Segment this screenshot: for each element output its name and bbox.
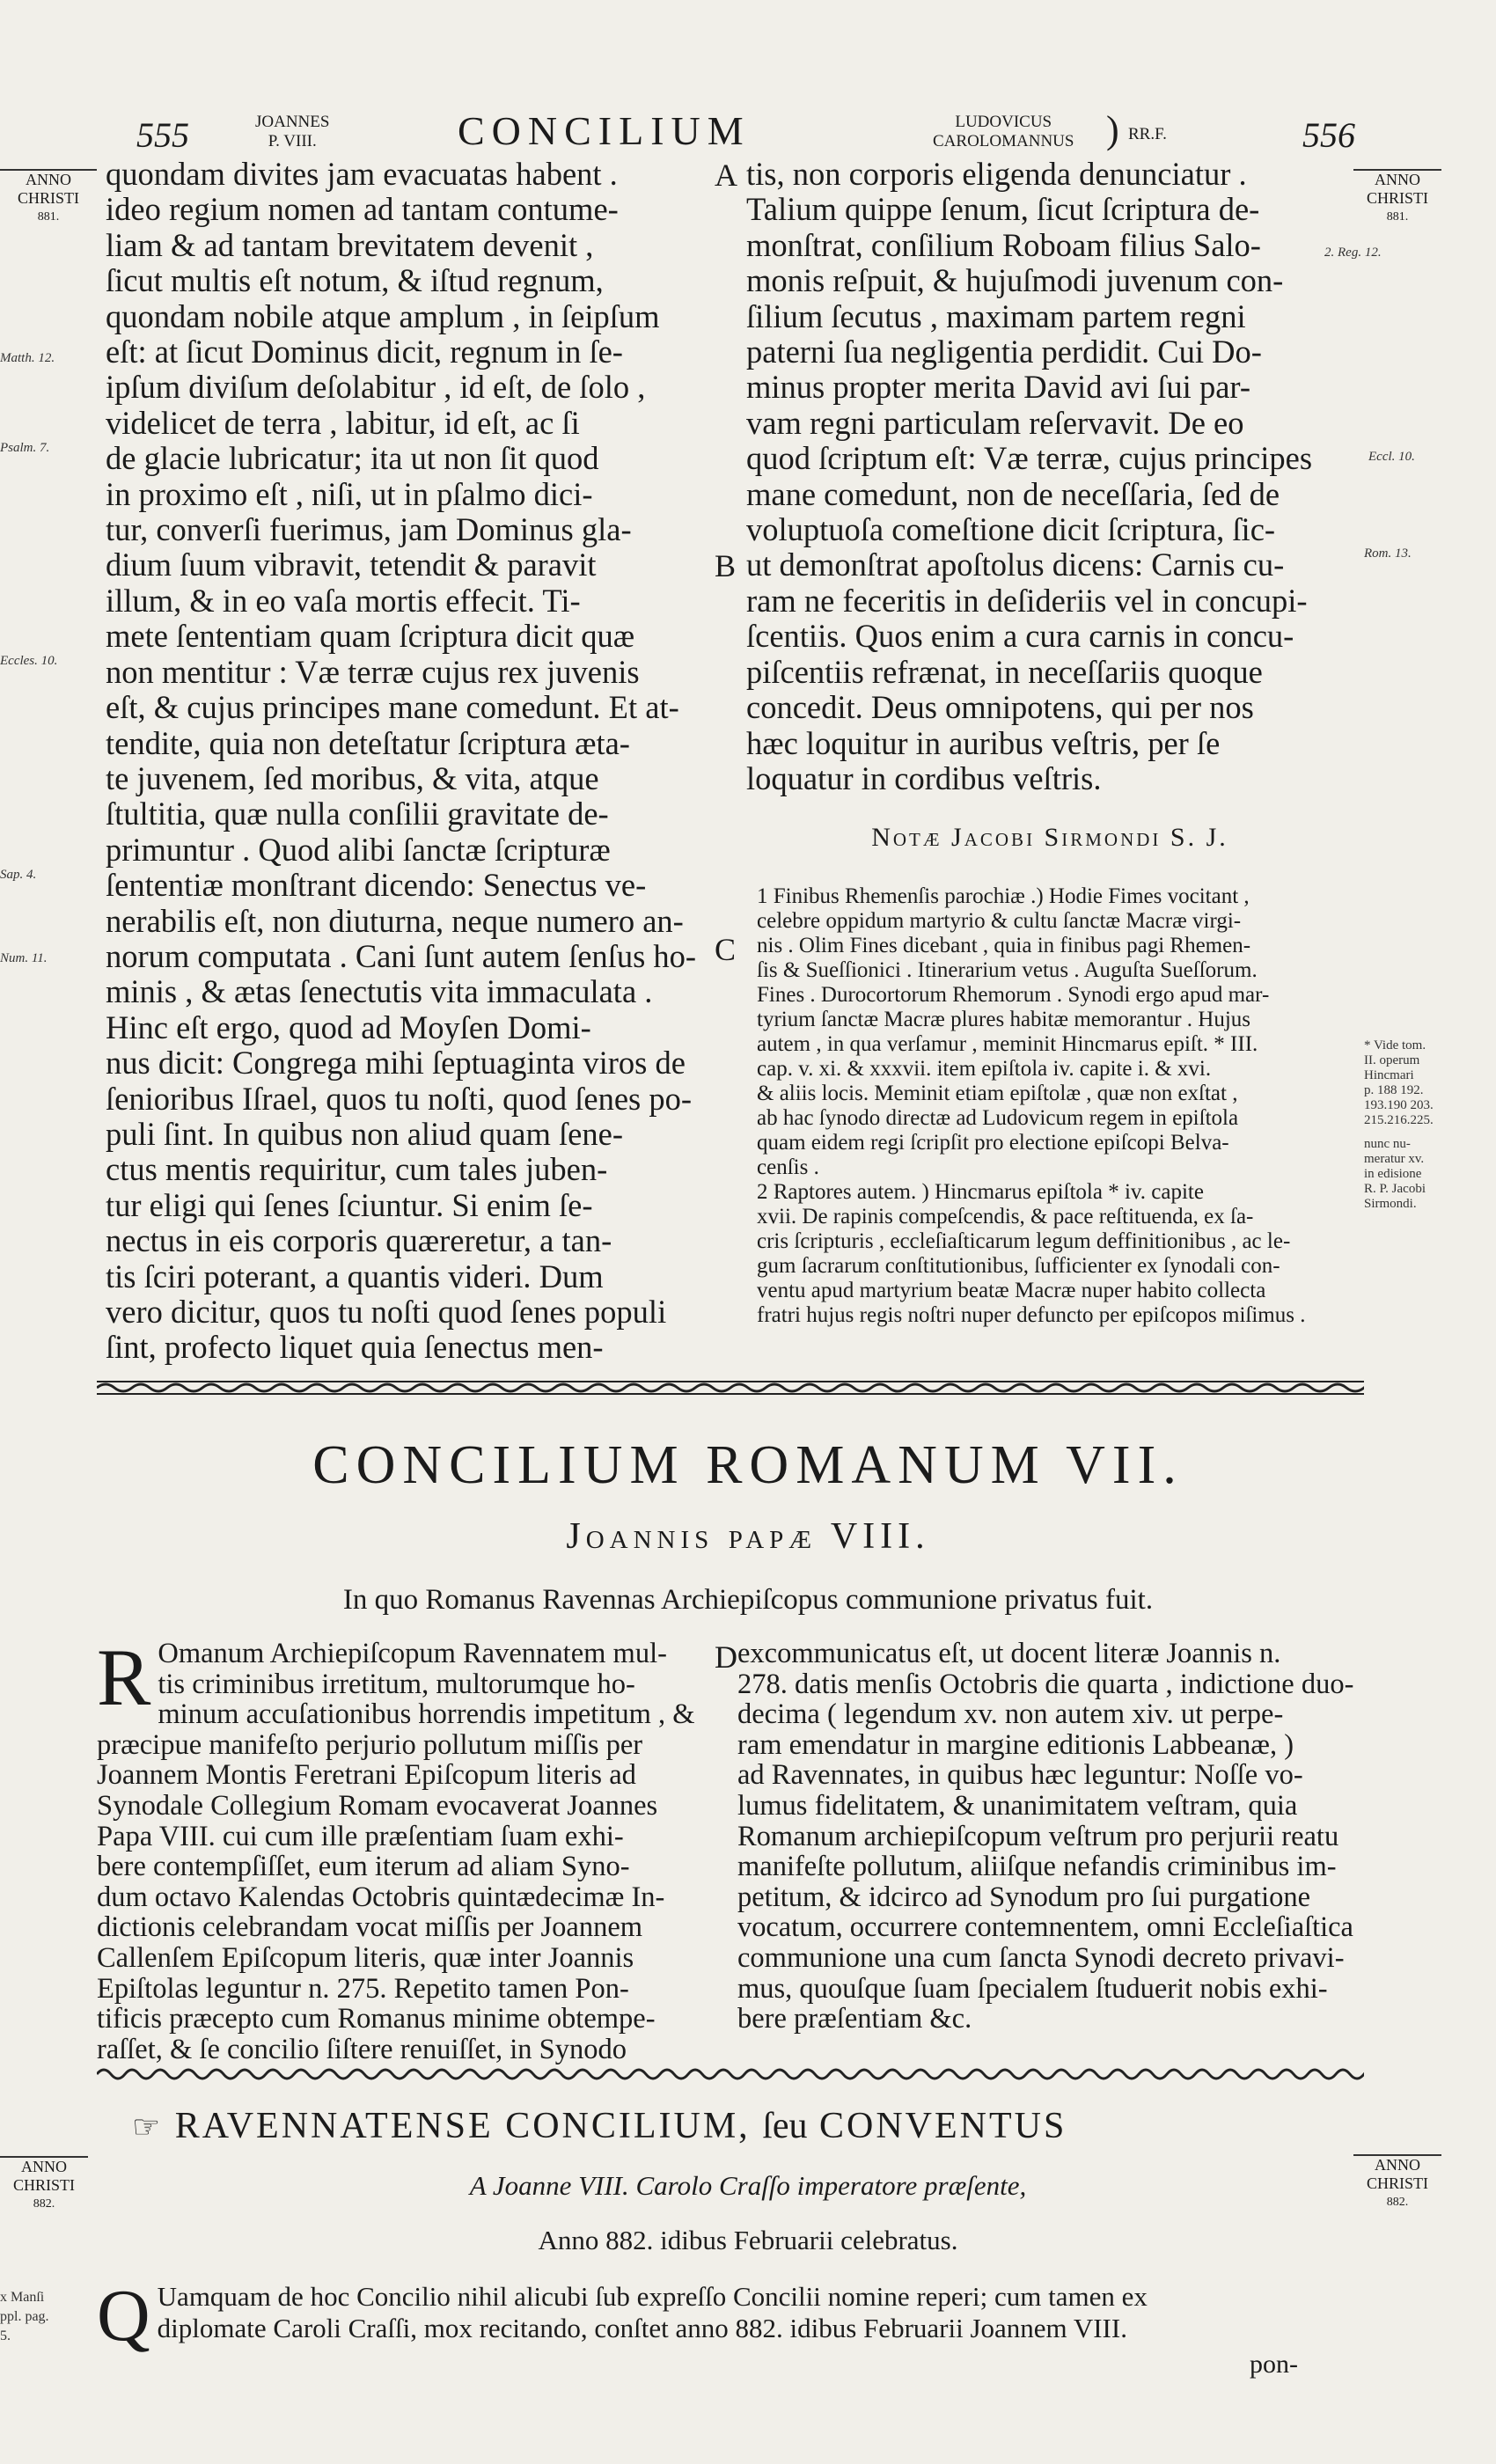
section2-line: diplomate Caroli Craſſi, mox recitando, conſtet anno 882. idibus Februarii Joannem VIII. <box>157 2313 1127 2343</box>
right-column-text <box>746 157 1353 796</box>
text-line: Callenſem Epiſcopum literis, quæ inter Joannis <box>97 1941 634 1974</box>
running-head-bracket: ) <box>1106 108 1119 151</box>
margin-note-line: II. operum <box>1364 1053 1420 1067</box>
section2-title-main: RAVENNATENSE CONCILIUM, <box>174 2106 751 2146</box>
text-line: nerabilis eſt, non diuturna, neque numero an- <box>106 902 684 939</box>
margin-note-right <box>1364 1038 1487 1212</box>
margin-note-line: meratur xv. <box>1364 1152 1425 1166</box>
text-line: eſt: at ſicut Dominus dicit, regnum in ſe- <box>106 334 623 370</box>
text-line: nis . Olim Fines dicebant , quia in finibus pagi Rhemen- <box>757 934 1251 957</box>
text-line: dum octavo Kalendas Octobris quintædecimæ In- <box>97 1881 665 1913</box>
ornamental-rule <box>97 1375 1364 1401</box>
text-line: & aliis locis. Meminit etiam epiſtolæ , quæ non exſtat , <box>757 1082 1238 1105</box>
text-line: minis , & ætas ſenectutis vita immaculata . <box>106 973 653 1010</box>
section-summary: In quo Romanus Ravennas Archiepiſcopus communione privatus fuit. <box>342 1584 1154 1616</box>
text-line: quam eidem regi ſcripſit pro electione epiſcopi Belva- <box>757 1131 1229 1155</box>
running-head-left <box>255 113 329 151</box>
text-line: Synodale Collegium Romam evocaverat Joannes <box>97 1789 658 1822</box>
drop-cap: Q <box>97 2275 150 2357</box>
margin-note-line: Sirmondi. <box>1364 1197 1417 1211</box>
margin-christi: CHRISTI <box>12 2176 75 2194</box>
margin-note-line <box>1364 1128 1487 1137</box>
column-marker-a: A <box>715 158 737 193</box>
text-line: ſententiæ monſtrant dicendo: Senectus ve- <box>106 867 647 904</box>
text-line: de glacie lubricatur; ita ut non ſit quod <box>106 440 599 477</box>
margin-note-line: 193.190 203. <box>1364 1098 1434 1112</box>
margin-year-left-882 <box>0 2156 88 2213</box>
text-line: mete ſententiam quam ſcriptura dicit quæ <box>106 618 635 655</box>
pointing-hand-icon: ☞ <box>132 2109 164 2145</box>
text-line: celebre oppidum martyrio & cultu ſanctæ Macræ virgi- <box>757 909 1242 933</box>
text-line: voluptuoſa comeſtione dicit ſcriptura, ſic- <box>746 511 1276 548</box>
text-line: manifeſte pollutum, aliiſque nefandis criminibus im- <box>737 1851 1337 1883</box>
text-line: eſt, & cujus principes mane comedunt. Et at- <box>106 689 679 726</box>
text-line: Joannem Montis Feretrani Epiſcopum literis ad <box>97 1759 636 1792</box>
text-line: ſilium ſecutus , maximam partem regni <box>746 297 1246 334</box>
margin-year: 881. <box>37 210 60 224</box>
margin-anno: ANNO <box>1375 171 1420 188</box>
text-line: ram emendatur in margine editionis Labbeanæ, ) <box>737 1728 1294 1761</box>
margin-year-left <box>0 169 97 226</box>
running-head-suffix: RR.F. <box>1128 125 1167 143</box>
text-line: ab hac ſynodo directæ ad Ludovicum regem in epiſtola <box>757 1106 1239 1130</box>
text-line: 2 Raptores autem. ) Hincmarus epiſtola * iv. capite <box>757 1180 1204 1204</box>
text-line: nus dicit: Congrega mihi ſeptuaginta viros de <box>106 1045 686 1082</box>
margin-note-line: ppl. pag. <box>0 2309 49 2324</box>
running-title: CONCILIUM <box>458 108 751 153</box>
text-line: ſenioribus Iſrael, quos tu noſti, quod ſenes po- <box>106 1080 693 1117</box>
text-line: te juvenem, ſed moribus, & vita, atque <box>106 759 599 796</box>
text-line: bere contempſiſſet, eum iterum ad aliam Syno- <box>97 1851 630 1883</box>
column-marker-c: C <box>715 932 737 967</box>
text-line: tis, non corporis eligenda denunciatur . <box>746 156 1247 192</box>
text-line: Romanum archiepiſcopum veſtrum pro perjurii reatu <box>737 1820 1339 1852</box>
text-line: paterni ſua negligentia perdidit. Cui Do- <box>746 334 1262 370</box>
running-head-right <box>933 113 1074 151</box>
text-line: xvii. De rapinis compeſcendis, & pace reſtituenda, ex ſa- <box>757 1205 1254 1228</box>
text-line: quod ſcriptum eſt: Væ terræ, cujus principes <box>746 440 1313 477</box>
text-line: non mentitur : Væ terræ cujus rex juvenis <box>106 653 640 690</box>
column-marker-b: B <box>715 548 737 583</box>
section2-heading <box>132 2105 1067 2147</box>
margin-year-right <box>1353 169 1441 226</box>
page-number-right: 556 <box>1302 115 1355 155</box>
section2-body <box>97 2275 1346 2357</box>
text-line: Talium quippe ſenum, ſicut ſcriptura de- <box>746 191 1260 228</box>
text-line: tur, converſi fuerimus, jam Dominus gla- <box>106 511 632 548</box>
text-line: Fines . Durocortorum Rhemorum . Synodi ergo apud mar- <box>757 983 1270 1007</box>
text-line: raſſet, & ſe concilio ſiſtere renuiſſet, in Synodo <box>97 2033 627 2065</box>
text-line: ſicut multis eſt notum, & iſtud regnum, <box>106 262 604 299</box>
margin-christi: CHRISTI <box>17 189 79 207</box>
text-line: autem , in qua verſamur , meminit Hincmarus epiſt. * III. <box>757 1032 1258 1056</box>
margin-christi: CHRISTI <box>1366 2174 1428 2192</box>
text-line: piſcentiis refrænat, in neceſſariis quoque <box>746 653 1263 690</box>
text-line: gum ſacrarum conſtitutionibus, ſufficienter ex ſynodali con- <box>757 1254 1280 1278</box>
text-line: quondam nobile atque amplum , in ſeipſum <box>106 297 660 334</box>
catchword: pon- <box>1250 2350 1298 2379</box>
margin-ref: Rom. 13. <box>1364 546 1412 561</box>
section1-right-column <box>737 1639 1353 2035</box>
text-line: ad Ravennates, in quibus hæc leguntur: Noſſe vo- <box>737 1759 1303 1792</box>
text-line: excommunicatus eſt, ut docent literæ Joannis n. <box>737 1638 1281 1669</box>
section1-left-column <box>97 1632 704 2065</box>
margin-ref: Psalm. 7. <box>0 441 50 455</box>
text-line: ut demonſtrat apoſtolus dicens: Carnis cu- <box>746 546 1285 583</box>
running-head-left-bottom: P. VIII. <box>268 132 317 150</box>
text-line: videlicet de terra , labitur, id eſt, ac ſi <box>106 404 580 441</box>
text-line: 278. datis menſis Octobris die quarta , indictione duo- <box>737 1668 1354 1700</box>
text-line: tyrium ſanctæ Macræ plures habitæ memorantur . Hujus <box>757 1008 1251 1031</box>
text-line: tis criminibus irretitum, multorumque ho- <box>158 1668 635 1700</box>
drop-cap: R <box>97 1632 151 1722</box>
text-line: dictionis celebrandam vocat miſſis per Joannem <box>97 1911 643 1944</box>
page-number-left: 555 <box>136 115 189 155</box>
text-line: minum accuſationibus horrendis impetitum , & <box>158 1698 695 1731</box>
margin-year: 882. <box>1386 2196 1409 2209</box>
margin-note-line: p. 188 192. <box>1364 1083 1424 1097</box>
section-title: CONCILIUM ROMANUM VII. <box>312 1435 1184 1495</box>
margin-anno: ANNO <box>26 171 71 188</box>
text-line: Hinc eſt ergo, quod ad Moyſen Domi- <box>106 1008 591 1045</box>
text-line: puli ſint. In quibus non aliud quam ſene- <box>106 1115 623 1152</box>
text-line: præcipue manifeſto perjurio pollutum miſſis per <box>97 1728 643 1761</box>
margin-year: 881. <box>1386 210 1409 224</box>
text-line: fratri hujus regis noſtri nuper defuncto per epiſcopos miſimus . <box>757 1303 1306 1327</box>
text-line: tis ſciri poterant, a quantis videri. Dum <box>106 1258 604 1294</box>
margin-year: 882. <box>33 2197 55 2211</box>
text-line: cris ſcripturis , eccleſiaſticarum legum deffinitionibus , ac le- <box>757 1229 1291 1253</box>
text-line: quondam divites jam evacuatas habent . <box>106 156 618 192</box>
text-line: 1 Finibus Rhemenſis parochiæ .) Hodie Fimes vocitant , <box>757 884 1250 908</box>
text-line: tendite, quia non deteſtatur ſcriptura ætа- <box>106 724 630 761</box>
margin-ref: Num. 11. <box>0 951 48 965</box>
text-line: decima ( legendum xv. non autem xiv. ut perpe- <box>737 1698 1284 1731</box>
text-line: minus propter merita David avi ſui par- <box>746 369 1250 406</box>
section2-subtitle: A Joanne VIII. Carolo Craſſo imperatore præſente, <box>469 2170 1027 2201</box>
margin-christi: CHRISTI <box>1366 189 1428 207</box>
text-line: communione una cum ſancta Synodi decreto privavi- <box>737 1941 1345 1974</box>
text-line: Omanum Archiepiſcopum Ravennatem mul- <box>158 1638 667 1669</box>
notes-text <box>757 884 1355 1328</box>
text-line: ſcentiis. Quos enim a cura carnis in concu- <box>746 618 1294 655</box>
running-head-right-top: LUDOVICUS <box>955 113 1052 131</box>
text-line: ſtultitia, quæ nulla conſilii gravitate de- <box>106 796 609 832</box>
text-line: norum computata . Cani ſunt autem ſenſus ho- <box>106 937 697 974</box>
text-line: monſtrat, conſilium Roboam filius Salo- <box>746 226 1261 263</box>
text-line: ventu apud martyrium beatæ Macræ nuper habito collecta <box>757 1279 1266 1302</box>
text-line: concedit. Deus omnipotens, qui per nos <box>746 689 1254 726</box>
notes-heading: Notæ Jacobi Sirmondi S. J. <box>871 823 1228 852</box>
margin-note-line: 215.216.225. <box>1364 1113 1434 1127</box>
text-line: loquatur in cordibus veſtris. <box>746 759 1102 796</box>
text-line: monis reſpuit, & hujuſmodi juvenum con- <box>746 262 1284 299</box>
text-line: ipſum diviſum deſolabitur , id eſt, de ſolo , <box>106 369 646 406</box>
text-line: hæc loquitur in auribus veſtris, per ſe <box>746 724 1221 761</box>
text-line: ſint, profecto liquet quia ſenectus men- <box>106 1329 604 1366</box>
margin-year-right-882 <box>1353 2154 1441 2211</box>
section2-title-seu: ſeu <box>762 2106 808 2146</box>
text-line: vocatum, occurrere contemnentem, omni Eccleſiaſtica <box>737 1911 1353 1944</box>
section2-date: Anno 882. idibus Februarii celebratus. <box>538 2225 958 2255</box>
margin-note-line: R. P. Jacobi <box>1364 1182 1426 1196</box>
margin-anno: ANNO <box>21 2158 67 2175</box>
text-line: cenſis . <box>757 1155 819 1179</box>
text-line: nectus in eis corporis quæreretur, a tan- <box>106 1222 612 1259</box>
running-head-right-bottom: CAROLOMANNUS <box>933 132 1074 150</box>
margin-note-line: Hincmari <box>1364 1068 1414 1082</box>
margin-ref: Sap. 4. <box>0 868 37 882</box>
text-line: Epiſtolas leguntur n. 275. Repetito tamen Pon- <box>97 1972 629 2005</box>
running-head-left-top: JOANNES <box>255 113 330 131</box>
margin-note-line: nunc nu- <box>1364 1137 1411 1151</box>
margin-note-line: x Manſi <box>0 2290 45 2305</box>
text-line: ideo regium nomen ad tantam contume- <box>106 191 619 228</box>
text-line: petitum, & idcirco ad Synodum pro ſui purgatione <box>737 1881 1311 1913</box>
margin-note-line: in edisione <box>1364 1167 1422 1181</box>
text-line: ram ne feceritis in deſideriis vel in concupi- <box>746 582 1308 619</box>
text-line: dium ſuum vibravit, tetendit & paravit <box>106 546 597 583</box>
section2-line: Uamquam de hoc Concilio nihil alicubi ſub expreſſo Concilii nomine reperi; cum tamen ex <box>157 2281 1148 2312</box>
text-line: primuntur . Quod alibi ſanctæ ſcripturæ <box>106 831 611 868</box>
ornamental-rule <box>97 2061 1364 2087</box>
text-line: tur eligi qui ſenes ſciuntur. Si enim ſe- <box>106 1186 593 1223</box>
column-marker-d: D <box>715 1639 737 1675</box>
text-line: Papa VIII. cui cum ille præſentiam ſuam exhi- <box>97 1820 624 1852</box>
margin-ref: Matth. 12. <box>0 351 55 365</box>
margin-note-line: 5. <box>0 2328 11 2343</box>
margin-ref: 2. Reg. 12. <box>1324 246 1382 260</box>
margin-note-line: * Vide tom. <box>1364 1038 1426 1052</box>
margin-ref: Eccl. 10. <box>1368 450 1415 464</box>
margin-anno: ANNO <box>1375 2156 1420 2174</box>
text-line: illum, & in eo vaſa mortis effecit. Ti- <box>106 582 581 619</box>
text-line: in proximo eſt , niſi, ut in pſalmo dici- <box>106 475 593 512</box>
section2-title-end: CONVENTUS <box>819 2106 1067 2146</box>
text-line: cap. v. xi. & xxxvii. item epiſtola iv. capite i. & xvi. <box>757 1057 1212 1081</box>
text-line: bere præſentiam &c. <box>737 2003 972 2035</box>
text-line: vam regni particulam reſervavit. De eo <box>746 404 1244 441</box>
text-line: ſis & Sueſſionici . Itinerarium vetus . Auguſta Sueſſorum. <box>757 958 1258 982</box>
text-line: tificis præcepto cum Romanus minime obtempe- <box>97 2003 656 2035</box>
left-column-text <box>106 157 713 1366</box>
text-line: lumus fidelitatem, & unanimitatem veſtram, quia <box>737 1789 1298 1822</box>
margin-note-left-882 <box>0 2288 49 2346</box>
margin-ref: Eccles. 10. <box>0 654 58 668</box>
text-line: vero dicitur, quos tu noſti quod ſenes populi <box>106 1294 667 1330</box>
section-subtitle: Joannis papæ VIII. <box>566 1516 930 1557</box>
text-line: liam & ad tantam brevitatem devenit , <box>106 226 594 263</box>
text-line: ctus mentis requiritur, cum tales juben- <box>106 1151 608 1188</box>
text-line: mane comedunt, non de neceſſaria, ſed de <box>746 475 1280 512</box>
text-line: mus, quouſque ſuam ſpecialem ſtuduerit nobis exhi- <box>737 1972 1328 2005</box>
